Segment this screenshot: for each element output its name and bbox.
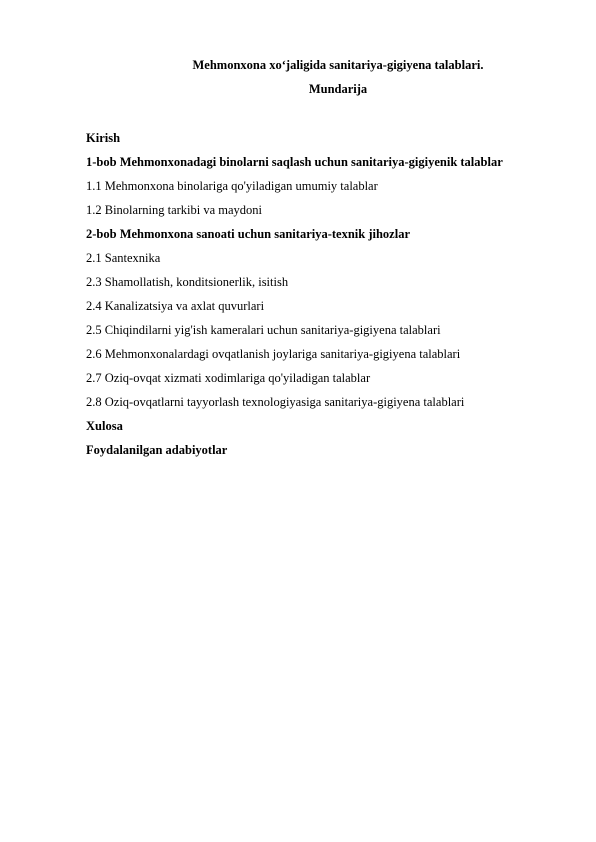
toc-item-references: Foydalanilgan adabiyotlar [86, 443, 228, 457]
document-title: Mehmonxona xo‘jaligida sanitariya-gigiyena talablari. [192, 58, 484, 72]
toc-item-2-7: 2.7 Oziq-ovqat xizmati xodimlariga qo'yiladigan talablar [86, 371, 371, 385]
toc-item-2-1: 2.1 Santexnika [86, 251, 161, 265]
toc-item-chapter-2: 2-bob Mehmonxona sanoati uchun sanitariya-texnik jihozlar [86, 227, 410, 241]
toc-item-2-4: 2.4 Kanalizatsiya va axlat quvurlari [86, 299, 265, 313]
toc-item-chapter-1: 1-bob Mehmonxonadagi binolarni saqlash uchun sanitariya-gigiyenik talablar [86, 155, 503, 169]
toc-item-2-3: 2.3 Shamollatish, konditsionerlik, isitish [86, 275, 289, 289]
toc-item-2-8: 2.8 Oziq-ovqatlarni tayyorlash texnologiyasiga sanitariya-gigiyena talablari [86, 395, 465, 409]
toc-item-2-6: 2.6 Mehmonxonalardagi ovqatlanish joylariga sanitariya-gigiyena talablari [86, 347, 461, 361]
toc-item-1-2: 1.2 Binolarning tarkibi va maydoni [86, 203, 263, 217]
toc-item-xulosa: Xulosa [86, 419, 123, 433]
toc-item-kirish: Kirish [86, 131, 121, 145]
toc-item-1-1: 1.1 Mehmonxona binolariga qo'yiladigan umumiy talablar [86, 179, 378, 193]
toc-heading: Mundarija [308, 82, 368, 96]
toc-item-2-5: 2.5 Chiqindilarni yig'ish kameralari uchun sanitariya-gigiyena talablari [86, 323, 441, 337]
table-of-contents [86, 130, 566, 466]
